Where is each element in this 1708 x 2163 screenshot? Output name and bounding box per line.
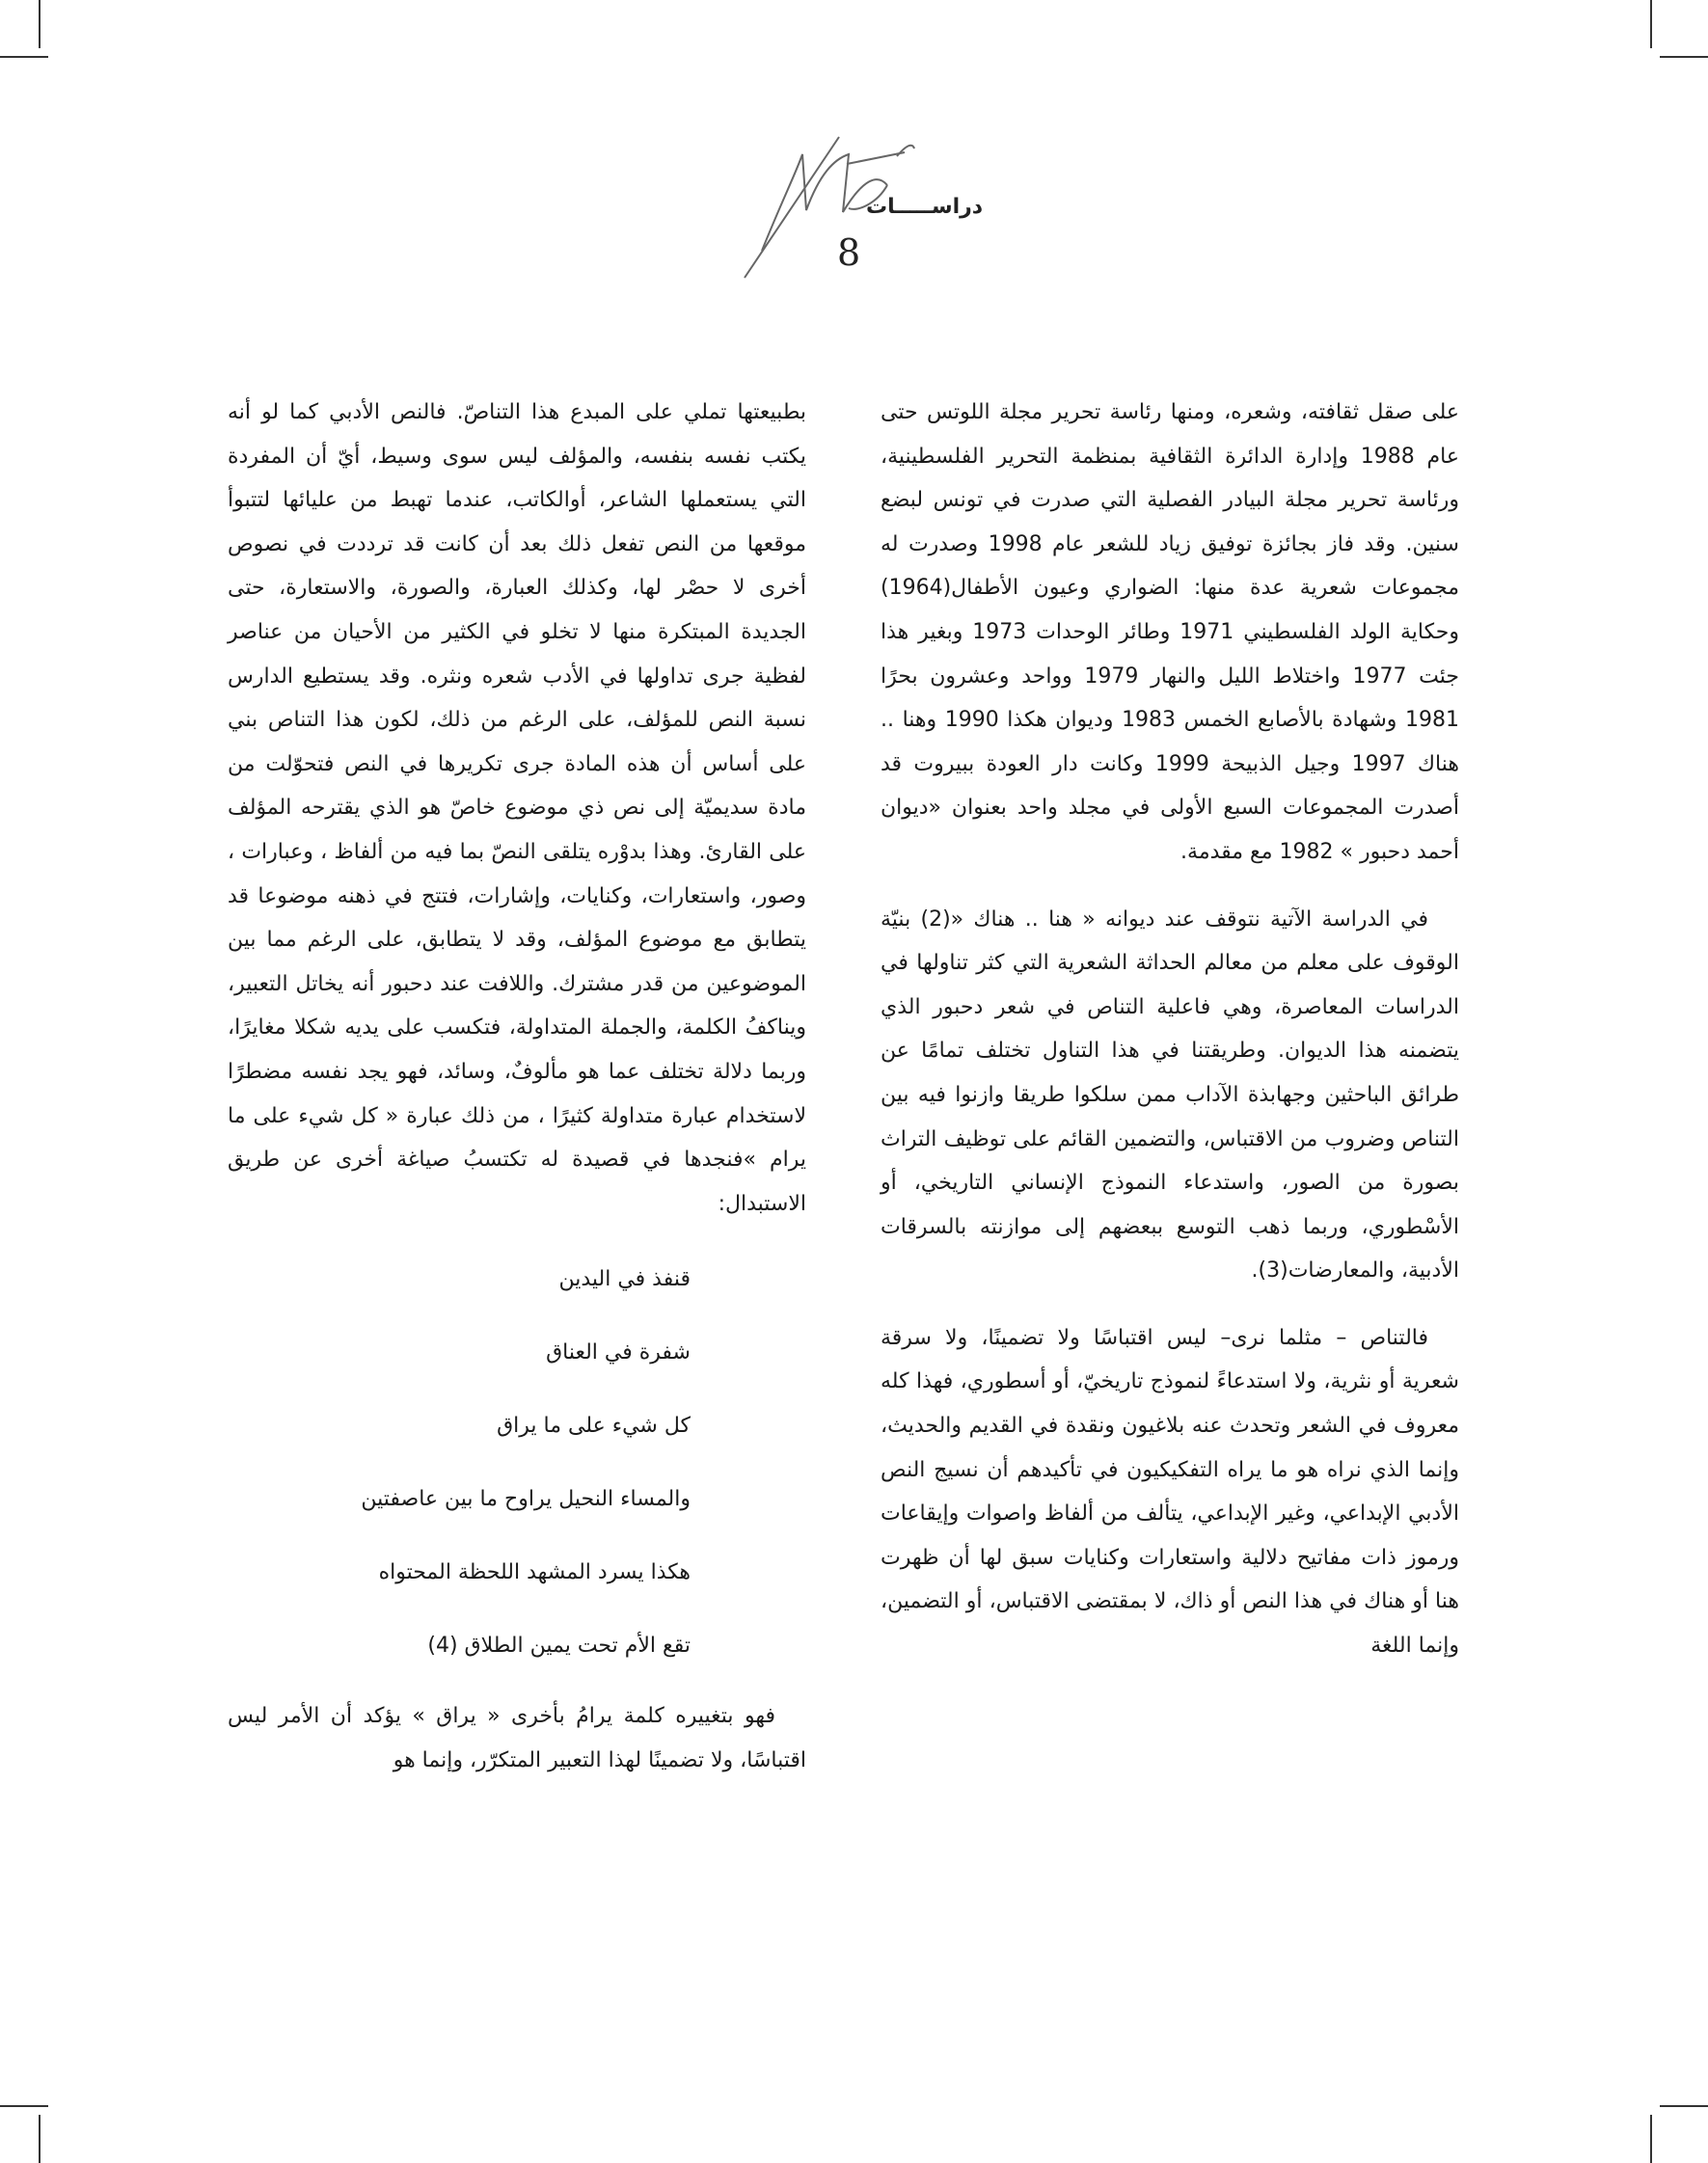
- paragraph: بطبيعتها تملي على المبدع هذا التناصّ. فالنص الأدبي كما لو أنه يكتب نفسه بنفسه، والمؤلف ليس سوى وسيط، أيّ أن المفردة التي يستعملها الشاعر، أوالكاتب، عندما تهبط من عليائها لتتبوأ موقعها من النص تفعل ذلك بعد أن كانت قد ترددت في نصوص أخرى لا حصْر لها، وكذلك العبارة، والصورة، والاستعارة، حتى الجديدة المبتكرة منها لا تخلو في الكثير من الأحيان من عناصر لفظية جرى تداولها في الأدب شعره ونثره. وقد يستطيع الدارس نسبة النص للمؤلف، على الرغم من ذلك، لكون هذا التناص بني على أساس أن هذه المادة جرى تكريرها في النص فتحوّلت من مادة سديميّة إلى نص ذي موضوع خاصّ هو الذي يقترحه المؤلف على القارئ. وهذا بدوْره يتلقى النصّ بما فيه من ألفاظ ، وعبارات ، وصور، واستعارات، وكنايات، وإشارات، فتتج في ذهنه موضوعا قد يتطابق مع موضوع المؤلف، وقد لا يتطابق، على الرغم مما بين الموضوعين من قدر مشترك. واللافت عند دحبور أنه يخاتل التعبير، ويناكفُ الكلمة، والجملة المتداولة، فتكسب على يديه شكلا مغايرًا، وربما دلالة تختلف عما هو مألوفٌ، وسائد، فهو يجد نفسه مضطرًا لاستخدام عبارة متداولة كثيرًا ، من ذلك عبارة « كل شيء على ما يرام »فنجدها في قصيدة له تكتسبُ صياغة أخرى عن طريق الاستبدال:: [228, 400, 806, 1216]
- crop-mark: [1650, 0, 1652, 48]
- paragraph: على صقل ثقافته، وشعره، ومنها رئاسة تحرير مجلة اللوتس حتى عام 1988 وإدارة الدائرة الثقافية بمنظمة التحرير الفلسطينية، ورئاسة تحرير مجلة البيادر الفصلية التي صدرت في تونس لبضع سنين. وقد فاز بجائزة توفيق زياد للشعر عام 1998 وصدرت له مجموعات شعرية عدة منها: الضواري وعيون الأطفال(1964) وحكاية الولد الفلسطيني 1971 وطائر الوحدات 1973 وبغير هذا جئت 1977 واختلاط الليل والنهار 1979 وواحد وعشرون بحرًا 1981 وشهادة بالأصابع الخمس 1983 وديوان هكذا 1990 وهنا .. هناك 1997 وجيل الذبيحة 1999 وكانت دار العودة ببيروت قد أصدرت المجموعات السبع الأولى في مجلد واحد بعنوان «ديوان أحمد دحبور » 1982 مع مقدمة.: [881, 400, 1460, 864]
- verse-line: كل شيء على ما يراق: [497, 1414, 691, 1439]
- left-column: [228, 391, 806, 1782]
- verse-line: شفرة في العناق: [546, 1340, 691, 1365]
- poem-verses: [228, 1243, 806, 1683]
- verse-line: تقع الأم تحت يمين الطلاق (4): [427, 1634, 691, 1659]
- paragraph: فهو بتغييره كلمة يرامُ بأخرى « يراق » يؤكد أن الأمر ليس اقتباسًا، ولا تضمينًا لهذا التعبير المتكرّر، وإنما هو: [228, 1704, 806, 1772]
- crop-mark: [0, 56, 48, 58]
- crop-mark: [39, 0, 41, 48]
- verse-line: والمساء النحيل يراوح ما بين عاصفتين: [361, 1487, 691, 1512]
- crop-mark: [1660, 2105, 1708, 2107]
- paragraph: فالتناص – مثلما نرى– ليس اقتباسًا ولا تضمينًا، ولا سرقة شعرية أو نثرية، ولا استدعاءً لنموذج تاريخيّ، أو أسطوري، فهذا كله معروف في الشعر وتحدث عنه بلاغيون ونقدة في القديم والحديث، وإنما الذي نراه هو ما يراه التفكيكيون في تأكيدهم أن نسيج النص الأدبي الإبداعي، وغير الإبداعي، يتألف من ألفاظ واصوات وإيقاعات ورموز ذات مفاتيح دلالية واستعارات وكنايات سبق لها أن ظهرت هنا أو هناك في هذا النص أو ذاك، لا بمقتضى الاقتباس، أو التضمين، وإنما اللغة: [881, 1325, 1459, 1659]
- crop-mark: [1650, 2115, 1652, 2163]
- crop-mark: [1660, 56, 1708, 58]
- crop-mark: [39, 2115, 41, 2163]
- paragraph: في الدراسة الآتية نتوقف عند ديوانه « هنا .. هناك «(2) بنيّة الوقوف على معلم من معالم الحداثة الشعرية التي كثر تناولها في الدراسات المعاصرة، وهي فاعلية التناص في شعر دحبور الذي يتضمنه هذا الديوان. وطريقتنا في هذا التناول تختلف تمامًا عن طرائق الباحثين وجهابذة الآداب ممن سلكوا طريقا وازنوا فيه بين التناص وضروب من الاقتباس، والتضمين القائم على توظيف التراث بصورة من الصور، واستدعاء النموذج الإنساني التاريخي، أو الأسْطوري، وربما ذهب التوسع ببعضهم إلى موازنته بالسرقات الأدبية، والمعارضات(3).: [881, 906, 1459, 1284]
- crop-mark: [0, 2105, 48, 2107]
- section-label: دراســـــات: [866, 195, 984, 219]
- verse-line: هكذا يسرد المشهد اللحظة المحتواه: [378, 1560, 691, 1585]
- right-column: [881, 391, 1459, 1668]
- page-header: [743, 135, 984, 280]
- page-number: 8: [837, 231, 861, 274]
- verse-line: قنفذ في اليدين: [558, 1267, 691, 1292]
